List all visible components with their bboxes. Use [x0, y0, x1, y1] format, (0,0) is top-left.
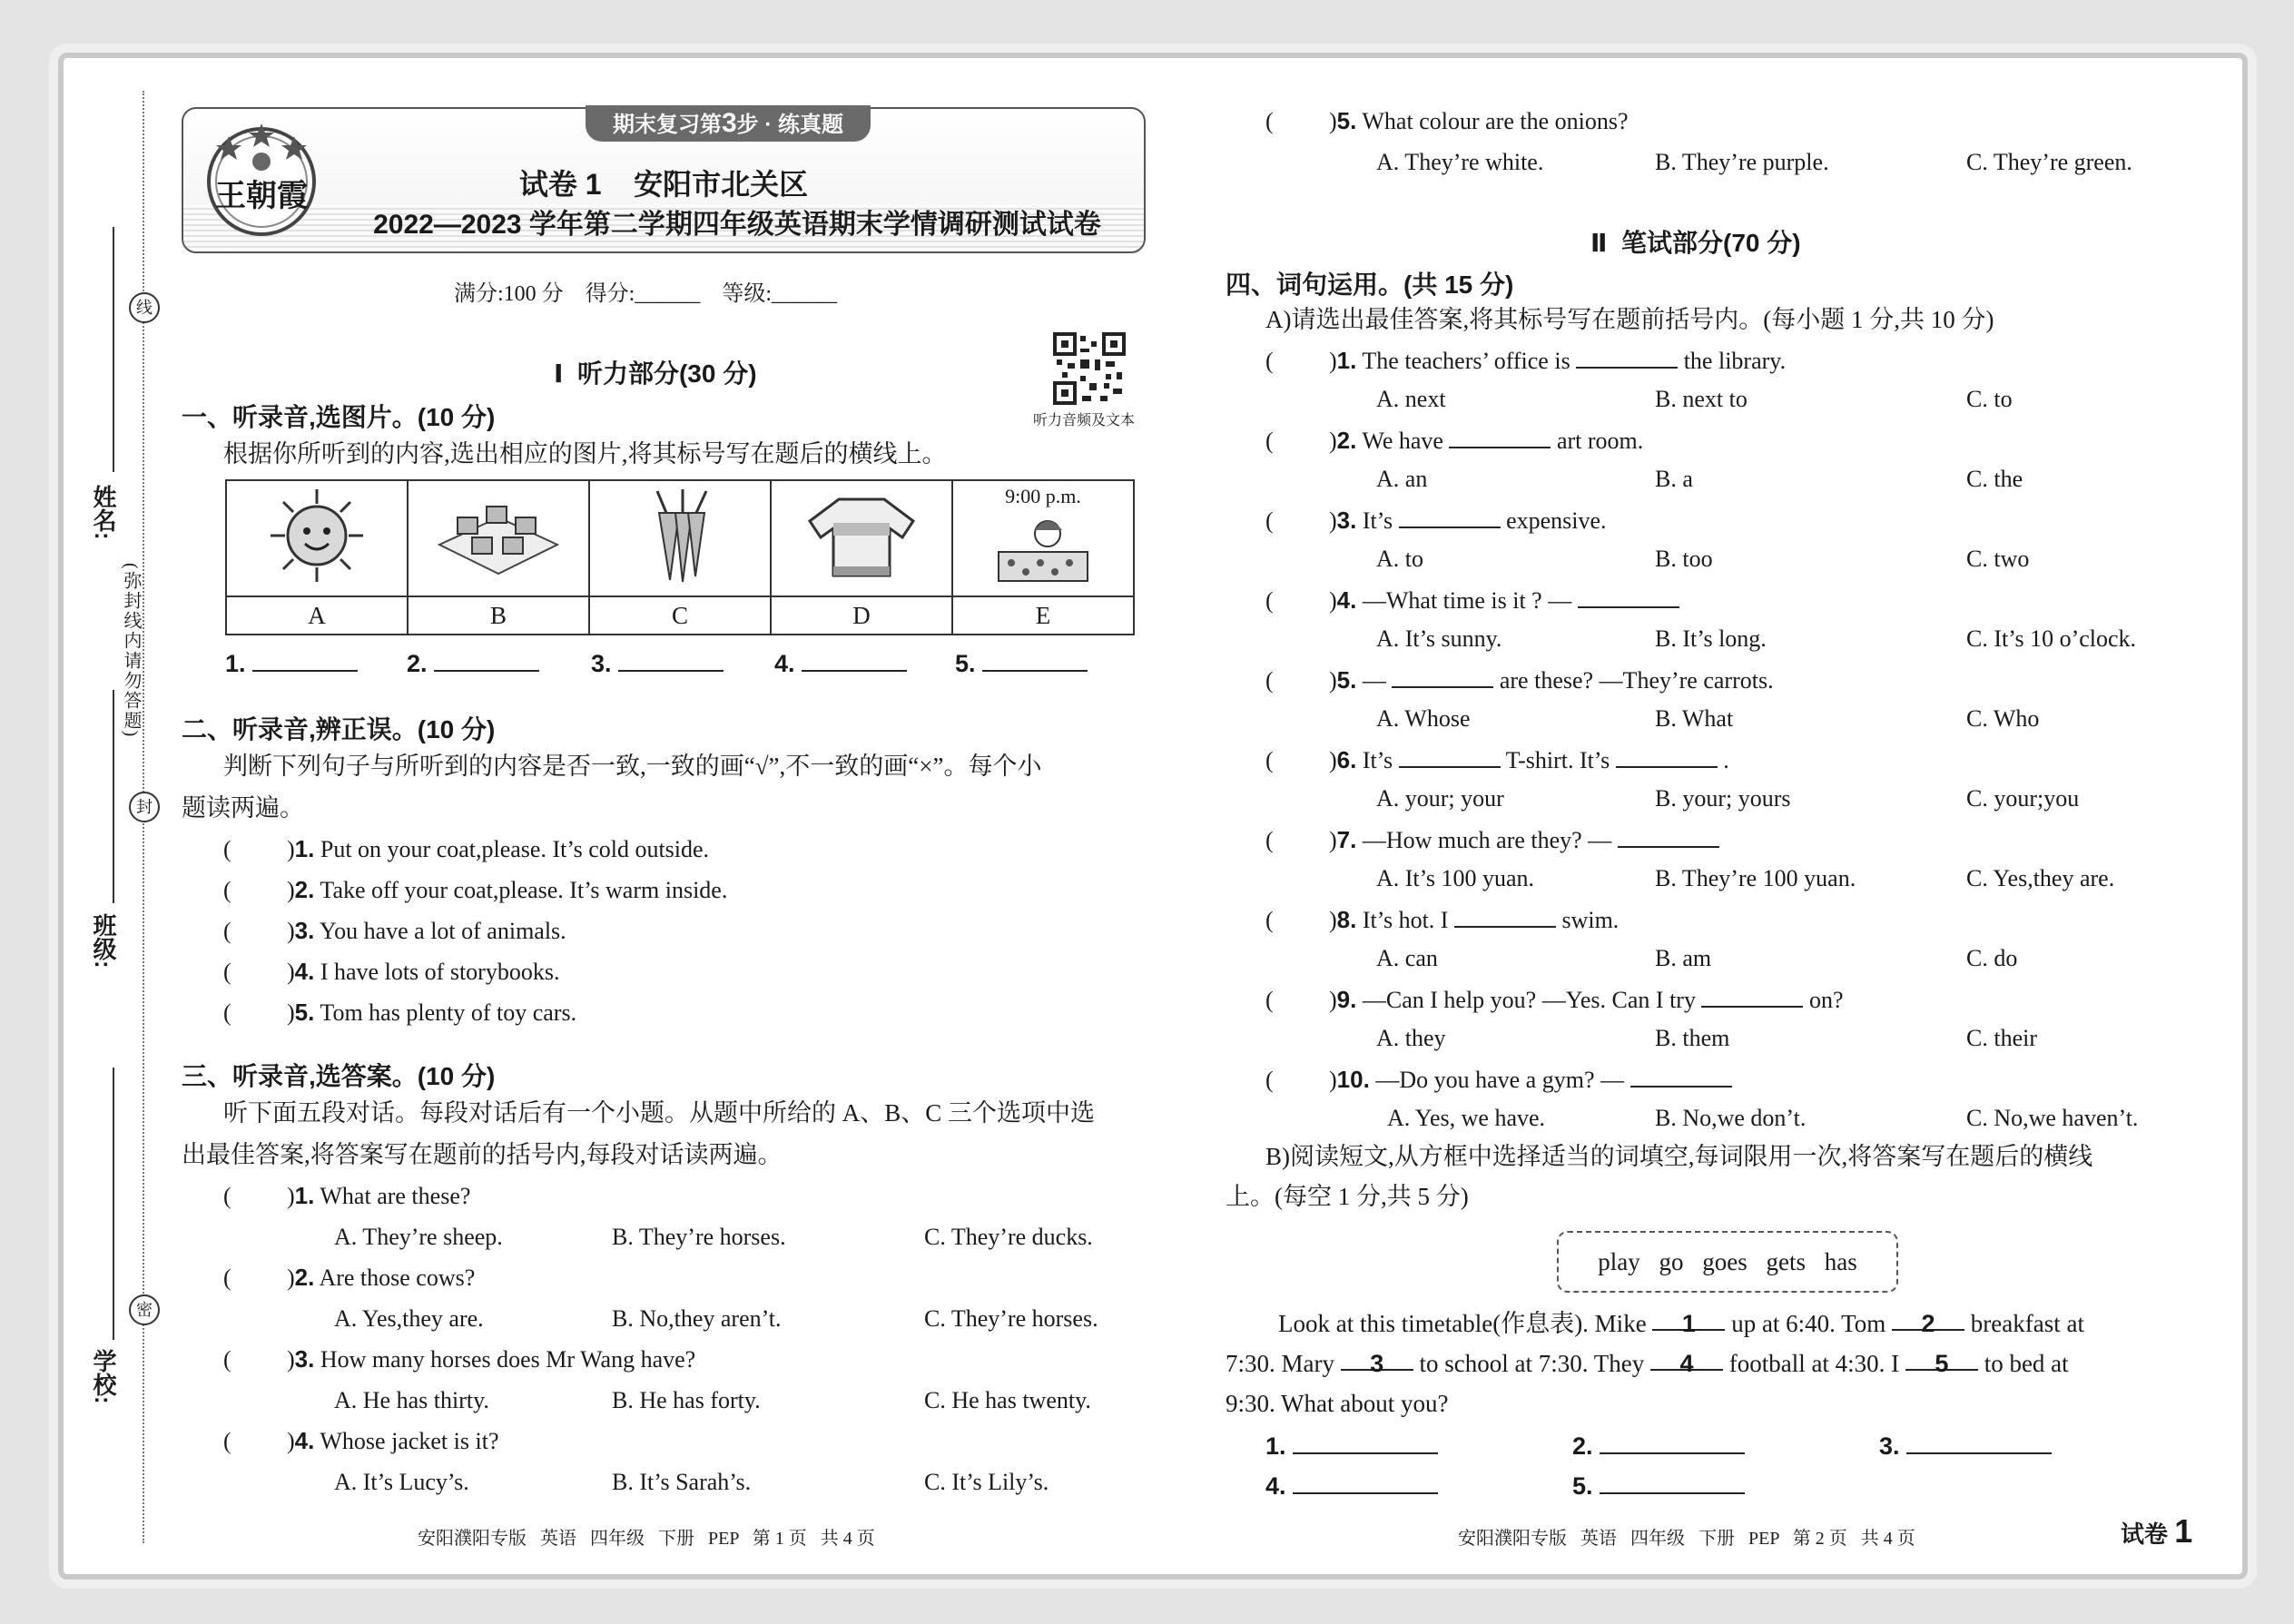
sec4-option[interactable]: A. It’s 100 yuan. — [1376, 865, 1535, 891]
sec1-answer-3[interactable]: 3. — [591, 648, 724, 678]
sweater-image — [802, 490, 921, 581]
page-tag: 试卷 1 — [2121, 1512, 2193, 1550]
picture-table — [225, 479, 1135, 635]
picture-d — [771, 480, 952, 596]
sec4-option[interactable]: C. do — [1966, 945, 2018, 971]
sec2-item-2[interactable]: ( )2. Take off your coat,please. It’s warm inside. — [223, 876, 728, 903]
sec3-instruction-2: 出最佳答案,将答案写在题前的括号内,每段对话读两遍。 — [182, 1141, 783, 1168]
sec3-option[interactable]: C. They’re ducks. — [924, 1224, 1093, 1250]
sec3-option[interactable]: C. It’s Lily’s. — [924, 1469, 1049, 1495]
seal-mark-seal: 封 — [129, 792, 160, 822]
school-label: 学校: — [90, 1349, 117, 1404]
sec4-item-5[interactable]: ( )5. — are these? —They’re carrots. — [1265, 666, 1774, 694]
passage-blank-5[interactable]: 5 — [1905, 1349, 1978, 1371]
sec4-option[interactable]: C. two — [1966, 546, 2030, 572]
sec4b-answer-2[interactable]: 2. — [1572, 1431, 1745, 1461]
sec3-instruction-1: 听下面五段对话。每段对话后有一个小题。从题中所给的 A、B、C 三个选项中选 — [223, 1099, 1096, 1127]
sec1-title: 一、听录音,选图片。(10 分) — [182, 403, 496, 431]
sec4-subB-1: B)阅读短文,从方框中选择适当的词填空,每词限用一次,将答案写在题后的横线 — [1265, 1143, 2093, 1170]
sec3-option[interactable]: A. They’re sheep. — [334, 1224, 503, 1250]
sec4-option[interactable]: A. next — [1376, 386, 1446, 412]
class-field[interactable] — [113, 690, 114, 903]
sec2-title: 二、听录音,辨正误。(10 分) — [182, 715, 496, 743]
sec4-item-4[interactable]: ( )4. —What time is it ? — — [1265, 585, 1679, 615]
footer-right: 安阳濮阳专版 英语 四年级 下册 PEP 第 2 页 共 4 页 — [1458, 1529, 1915, 1549]
picture-label-e: E — [952, 596, 1134, 635]
sec4-option[interactable]: A. Yes, we have. — [1387, 1105, 1546, 1131]
bedtime-image — [993, 512, 1093, 585]
sec4-option[interactable]: A. an — [1376, 466, 1428, 492]
sec4-subB-2: 上。(每空 1 分,共 5 分) — [1226, 1183, 1469, 1210]
sec4b-answer-1[interactable]: 1. — [1265, 1431, 1438, 1461]
sec4-item-6[interactable]: ( )6. It’s T-shirt. It’s . — [1265, 746, 1729, 773]
word-box: play go goes gets has — [1557, 1231, 1898, 1293]
sec4b-answer-5[interactable]: 5. — [1572, 1471, 1745, 1501]
sec3-option[interactable]: C. They’re horses. — [924, 1305, 1098, 1332]
picture-a — [226, 480, 408, 596]
sec4-option[interactable]: A. Whose — [1376, 705, 1471, 732]
sec1-answer-1[interactable]: 1. — [225, 648, 358, 678]
picture-c — [589, 480, 771, 596]
picture-label-c: C — [589, 596, 771, 635]
class-label: 班级: — [90, 913, 117, 969]
sec4-option[interactable]: C. Who — [1966, 705, 2040, 732]
sec4-option[interactable]: C. Yes,they are. — [1966, 865, 2115, 891]
sec4-option[interactable]: B. too — [1655, 546, 1713, 572]
header-banner — [182, 107, 1146, 253]
sec3-option[interactable]: B. They’re purple. — [1655, 149, 1829, 175]
sec4-item-9[interactable]: ( )9. —Can I help you? —Yes. Can I try on? — [1265, 986, 1844, 1013]
name-label: 姓名: — [90, 485, 117, 540]
sec3-item-3[interactable]: ( )3. How many horses does Mr Wang have? — [223, 1345, 696, 1373]
sec1-answer-4[interactable]: 4. — [774, 648, 907, 678]
seal-mark-line: 线 — [129, 292, 160, 323]
sec4-option[interactable]: A. your; your — [1376, 785, 1504, 812]
sec2-item-3[interactable]: ( )3. You have a lot of animals. — [223, 917, 566, 944]
part2-title: Ⅱ 笔试部分(70 分) — [1590, 229, 1801, 257]
sec4-option[interactable]: C. No,we haven’t. — [1966, 1105, 2139, 1131]
sec2-instruction-1: 判断下列句子与所听到的内容是否一致,一致的画“√”,不一致的画“×”。每个小 — [223, 753, 1042, 780]
seal-mark-secret: 密 — [129, 1294, 160, 1325]
sec2-item-5[interactable]: ( )5. Tom has plenty of toy cars. — [223, 999, 577, 1026]
part1-title: Ⅰ 听力部分(30 分) — [554, 359, 757, 388]
sec3-option[interactable]: A. They’re white. — [1376, 149, 1544, 175]
sec4-option[interactable]: B. your; yours — [1655, 785, 1791, 812]
sec1-answer-2[interactable]: 2. — [407, 648, 539, 678]
sec4b-answer-4[interactable]: 4. — [1265, 1471, 1438, 1501]
sec2-instruction-2: 题读两遍。 — [182, 794, 304, 822]
passage-blank-1[interactable]: 1 — [1652, 1309, 1725, 1331]
sec4-title: 四、词句运用。(共 15 分) — [1226, 271, 1514, 299]
sec4-option[interactable]: B. them — [1655, 1025, 1730, 1051]
passage-line-2: 7:30. Mary 3 to school at 7:30. They 4 football at 4:30. I 5 to bed at — [1226, 1350, 2069, 1377]
review-step-tag: 期末复习第3步 · 练真题 — [586, 105, 871, 142]
sec1-answer-5[interactable]: 5. — [955, 648, 1088, 678]
sec3-item-4[interactable]: ( )4. Whose jacket is it? — [223, 1427, 499, 1454]
picture-b — [408, 480, 589, 596]
sec4-item-2[interactable]: ( )2. We have art room. — [1265, 427, 1644, 454]
sec3-item-5[interactable]: ( )5. What colour are the onions? — [1265, 107, 1629, 134]
footer-left: 安阳濮阳专版 英语 四年级 下册 PEP 第 1 页 共 4 页 — [418, 1529, 875, 1549]
sec3-option[interactable]: B. No,they aren’t. — [612, 1305, 782, 1332]
sec4-option[interactable]: C. the — [1966, 466, 2023, 492]
sec4-option[interactable]: C. your;you — [1966, 785, 2080, 812]
sec4-option[interactable]: A. It’s sunny. — [1376, 625, 1502, 652]
exam-title: 试卷 1 安阳市北关区 — [518, 168, 809, 201]
passage-line-3: 9:30. What about you? — [1226, 1390, 1449, 1417]
carrots-image — [639, 486, 721, 586]
seal-note: (弥封线内请勿答题) — [121, 563, 141, 739]
sec4-option[interactable]: A. can — [1376, 945, 1438, 971]
sec4-item-7[interactable]: ( )7. —How much are they? — — [1265, 824, 1719, 854]
sec4-item-8[interactable]: ( )8. It’s hot. I swim. — [1265, 906, 1620, 933]
exam-subtitle: 2022—2023 学年第二学期四年级英语期末学情调研测试试卷 — [373, 210, 1101, 240]
sec4-option[interactable]: B. a — [1655, 466, 1693, 492]
sec4b-answer-3[interactable]: 3. — [1879, 1431, 2052, 1461]
sec3-option[interactable]: C. He has twenty. — [924, 1387, 1091, 1413]
sec4-item-3[interactable]: ( )3. It’s expensive. — [1265, 507, 1607, 534]
sec1-instruction: 根据你所听到的内容,选出相应的图片,将其标号写在题后的横线上。 — [223, 440, 947, 468]
school-field[interactable] — [113, 1068, 114, 1340]
sec4-option[interactable]: C. to — [1966, 386, 2013, 412]
sec3-title: 三、听录音,选答案。(10 分) — [182, 1062, 496, 1090]
picture-label-d: D — [771, 596, 952, 635]
sec3-option[interactable]: B. He has forty. — [612, 1387, 761, 1413]
passage-line-1: Look at this timetable(作息表). Mike 1 up at 6:40. Tom 2 breakfast at — [1278, 1310, 2084, 1337]
sec2-item-1[interactable]: ( )1. Put on your coat,please. It’s cold outside. — [223, 835, 710, 862]
sec4-item-10[interactable]: ( )10. —Do you have a gym? — — [1265, 1064, 1732, 1094]
sun-image — [267, 486, 367, 586]
qr-caption: 听力音频及文本 — [1033, 413, 1136, 428]
score-line[interactable]: 满分:100 分 得分:______ 等级:______ — [454, 282, 838, 306]
passage-blank-2[interactable]: 2 — [1892, 1309, 1964, 1331]
passage-blank-3[interactable]: 3 — [1341, 1349, 1413, 1371]
qr-code[interactable] — [1053, 332, 1126, 405]
sec3-option[interactable]: B. It’s Sarah’s. — [612, 1469, 752, 1495]
sec4-option[interactable]: B. They’re 100 yuan. — [1655, 865, 1856, 891]
sec3-item-2[interactable]: ( )2. Are those cows? — [223, 1264, 476, 1291]
picture-label-a: A — [226, 596, 408, 635]
sec4-option[interactable]: A. to — [1376, 546, 1423, 572]
picture-e — [952, 480, 1134, 596]
sec3-option[interactable]: C. They’re green. — [1966, 149, 2132, 175]
sec3-option[interactable]: A. Yes,they are. — [334, 1305, 484, 1332]
sec4-subA: A)请选出最佳答案,将其标号写在题前括号内。(每小题 1 分,共 10 分) — [1265, 306, 1994, 333]
sec4-option[interactable]: C. It’s 10 o’clock. — [1966, 625, 2137, 652]
computer-room-image — [430, 490, 566, 581]
publisher-logo-text: 王朝霞 — [215, 178, 308, 214]
sec4-option[interactable]: B. No,we don’t. — [1655, 1105, 1807, 1131]
sec4-option[interactable]: B. next to — [1655, 386, 1748, 412]
sec4-option[interactable]: B. am — [1655, 945, 1712, 971]
passage-blank-4[interactable]: 4 — [1650, 1349, 1723, 1371]
sec4-option[interactable]: B. It’s long. — [1655, 625, 1767, 652]
name-field[interactable] — [113, 227, 114, 472]
sec3-option[interactable]: B. They’re horses. — [612, 1224, 786, 1250]
picture-label-b: B — [408, 596, 589, 635]
sec4-option[interactable]: B. What — [1655, 705, 1734, 732]
time-label: 9:00 p.m. — [1005, 485, 1081, 507]
sec4-option[interactable]: A. they — [1376, 1025, 1446, 1051]
sec3-item-1[interactable]: ( )1. What are these? — [223, 1182, 471, 1209]
sec2-item-4[interactable]: ( )4. I have lots of storybooks. — [223, 958, 560, 985]
sec4-item-1[interactable]: ( )1. The teachers’ office is the library. — [1265, 347, 1787, 374]
sec3-option[interactable]: A. He has thirty. — [334, 1387, 489, 1413]
sec3-option[interactable]: A. It’s Lucy’s. — [334, 1469, 469, 1495]
sec4-option[interactable]: C. their — [1966, 1025, 2037, 1051]
